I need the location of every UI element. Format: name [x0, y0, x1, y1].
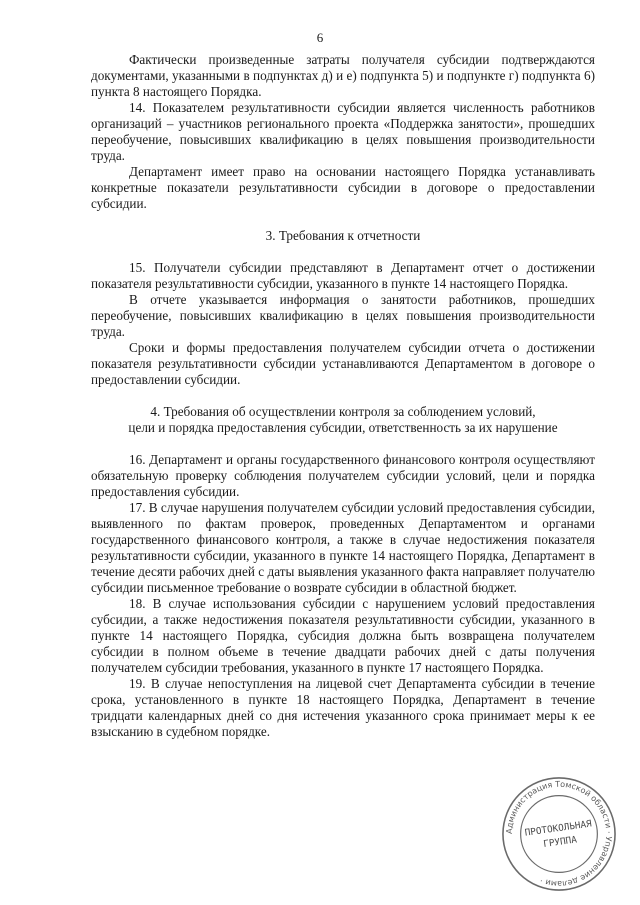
stamp-line2: ГРУППА [542, 834, 578, 851]
paragraph-19: 19. В случае непоступления на лицевой счет Департамента субсидии в течение срока, установленного в пункте 18 настоящего Порядка, Департамент в течение тридцати календарных дней со дня истечения указанного срока принимает меры к ее взысканию в судебном порядке. [91, 676, 595, 739]
section-3-heading: 3. Требования к отчетности [265, 228, 421, 243]
paragraph-18: 18. В случае использования субсидии с нарушением условий предоставления субсидии, а также недостижения показателя результативности субсидии, указанного в пункте 14 настоящего Порядка, субсидия должна быть возвращена получателем субсидии в полном объеме в течение двадцати рабочих дней с даты получения получателем субсидии требования, указанного в пункте 17 настоящего Порядка. [91, 596, 595, 675]
page-number: 6 [316, 30, 324, 45]
paragraph-15: 15. Получатели субсидии представляют в Департамент отчет о достижении показателя результативности субсидии, указанного в пункте 14 настоящего Порядка. [91, 260, 595, 291]
paragraph-17: 17. В случае нарушения получателем субсидии условий предоставления субсидии, выявленного по фактам проверок, проведенных Департаментом и органами государственного финансового контроля, а также в случае недостижения показателя результативности субсидии, указанного в пункте 14 настоящего Порядка, Департамент в течение десяти рабочих дней с даты выявления указанного факта направляет получателю субсидии письменное требование о возврате субсидии в областной бюджет. [91, 500, 595, 595]
section-4-heading-line1: 4. Требования об осуществлении контроля за соблюдением условий, [150, 404, 536, 419]
document-body [91, 52, 595, 740]
paragraph-14: 14. Показателем результативности субсидии является численность работников организаций – участников регионального проекта «Поддержка занятости», прошедших переобучение, повысивших квалификацию в целях повышения производительности труда. [91, 100, 595, 163]
section-4-heading-line2: цели и порядка предоставления субсидии, ответственность за их нарушение [128, 420, 558, 435]
stamp-outer-text: Администрация Томской области · Управление делами · [504, 779, 614, 889]
official-stamp [500, 775, 618, 893]
paragraph-report-info: В отчете указывается информация о занятости работников, прошедших переобучение, повысивших квалификацию в целях повышения производительности труда. [91, 292, 595, 339]
stamp-line1: ПРОТОКОЛЬНАЯ [524, 818, 593, 839]
paragraph-department-right: Департамент имеет право на основании настоящего Порядка устанавливать конкретные показатели результативности субсидии в договоре о предоставлении субсидии. [91, 164, 595, 211]
paragraph-costs-confirmation: Фактически произведенные затраты получателя субсидии подтверждаются документами, указанными в подпунктах д) и е) подпункта 5) и подпункте г) подпункта 6) пункта 8 настоящего Порядка. [91, 52, 595, 99]
paragraph-report-terms: Сроки и формы предоставления получателем субсидии отчета о достижении показателя результативности субсидии устанавливаются Департаментом в договоре о предоставлении субсидии. [91, 340, 595, 387]
paragraph-16: 16. Департамент и органы государственного финансового контроля осуществляют обязательную проверку соблюдения получателем субсидии условий, цели и порядка предоставления субсидии. [91, 452, 595, 499]
